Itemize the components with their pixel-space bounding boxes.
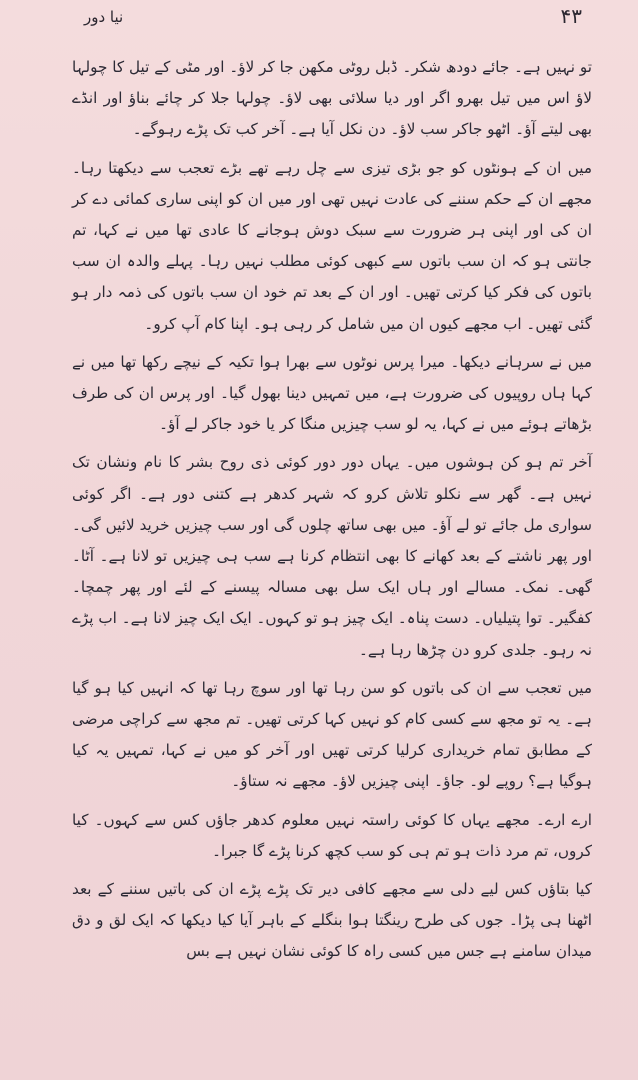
paragraph: میں تعجب سے ان کی باتوں کو سن رہا تھا اور سوچ رہا تھا کہ انہیں کیا ہو گیا ہے۔ یہ تو مجھ سے کسی کام کو نہیں کہا کرتی تھیں۔ تم مجھ سے کراچی مرضی کے مطابق تمام خریداری کرلیا کرتی تھیں اور آخر کو میں نے کہا، تمہیں یہ کیا ہوگیا ہے؟ روپے لو۔ جاؤ۔ اپنی چیزیں لاؤ۔ مجھے نہ ستاؤ۔ (72, 678, 592, 791)
paragraph: کیا بتاؤں کس لیے دلی سے مجھے کافی دیر تک پڑے پڑے ان کی باتیں سننے کے بعد اٹھنا ہی پڑا۔ جوں کی طرح رینگتا ہوا بنگلے کے باہر آیا کیا دیکھا کہ ایک لق و دق میدان سامنے ہے جس میں کسی راہ کا کوئی نشان نہیں ہے بس (72, 880, 592, 961)
body-text (72, 52, 592, 968)
paragraph: میں ان کے ہونٹوں کو جو بڑی تیزی سے چل رہے تھے بڑے تعجب سے دیکھتا رہا۔ مجھے ان کے حکم سننے کی عادت نہیں تھی اور میں ان کو اپنی ساری کمائی دے کر ان کی اور اپنی ہر ضرورت سے سبک دوش ہوجانے کا عادی تھا میں نے کہا، تم جانتی ہو کہ ان سب باتوں سے کبھی کوئی مطلب نہیں رہا۔ پہلے والدہ ان سب باتوں کی فکر کیا کرتی تھیں۔ اور ان کے بعد تم خود ان سب باتوں کی ذمہ دار ہو گئی تھیں۔ اب مجھے کیوں ان میں شامل کر رہی ہو۔ اپنا کام آپ کرو۔ (72, 158, 592, 333)
paragraph: میں نے سرہانے دیکھا۔ میرا پرس نوٹوں سے بھرا ہوا تکیہ کے نیچے رکھا تھا میں نے کہا ہاں روپیوں کی ضرورت ہے، میں تمہیں دینا بھول گیا۔ اور پرس ان کی طرف بڑھاتے ہوئے میں نے کہا، یہ لو سب چیزیں منگا کر یا خود جاکر لے آؤ۔ (72, 352, 592, 434)
page-number: ۴۳ (560, 4, 582, 28)
paragraph: ارے ارے۔ مجھے یہاں کا کوئی راستہ نہیں معلوم کدھر جاؤں کس سے کہوں۔ کیا کروں، تم مرد ذات ہو تم ہی کو سب کچھ کرنا پڑے گا جبرا۔ (72, 810, 592, 860)
paragraph: آخر تم ہو کن ہوشوں میں۔ یہاں دور دور کوئی ذی روح بشر کا نام ونشان تک نہیں ہے۔ گھر سے نکلو تلاش کرو کہ شہر کدھر ہے کتنی دور ہے۔ اگر کوئی سواری مل جائے تو لے آؤ۔ میں بھی ساتھ چلوں گی اور سب چیزیں خرید لائیں گی۔ اور پھر ناشتے کے بعد کھانے کا بھی انتظام کرنا ہے سب ہی چیزیں تو لانا ہے۔ آٹا۔ گھی۔ نمک۔ مسالے اور ہاں ایک سل بھی مسالہ پیسنے کے لئے اور پھر چمچا۔ کفگیر۔ توا پتیلیاں۔ دست پناہ۔ ایک چیز ہو تو کہوں۔ ایک ایک چیز لانا ہے۔ اب پڑے نہ رہو۔ جلدی کرو دن چڑھا رہا ہے۔ (72, 453, 592, 659)
paragraph: تو نہیں ہے۔ جائے دودھ شکر۔ ڈبل روٹی مکھن جا کر لاؤ۔ اور مٹی کے تیل کا چولہا لاؤ اس میں تیل بھرو اگر اور دیا سلائی بھی لاؤ۔ چولہا جلا کر چائے بناؤ اور انڈے بھی لیتے آؤ۔ اٹھو جاکر سب لاؤ۔ دن نکل آیا ہے۔ آخر کب تک پڑے رہوگے۔ (72, 58, 592, 139)
running-title: نیا دور (84, 8, 124, 26)
